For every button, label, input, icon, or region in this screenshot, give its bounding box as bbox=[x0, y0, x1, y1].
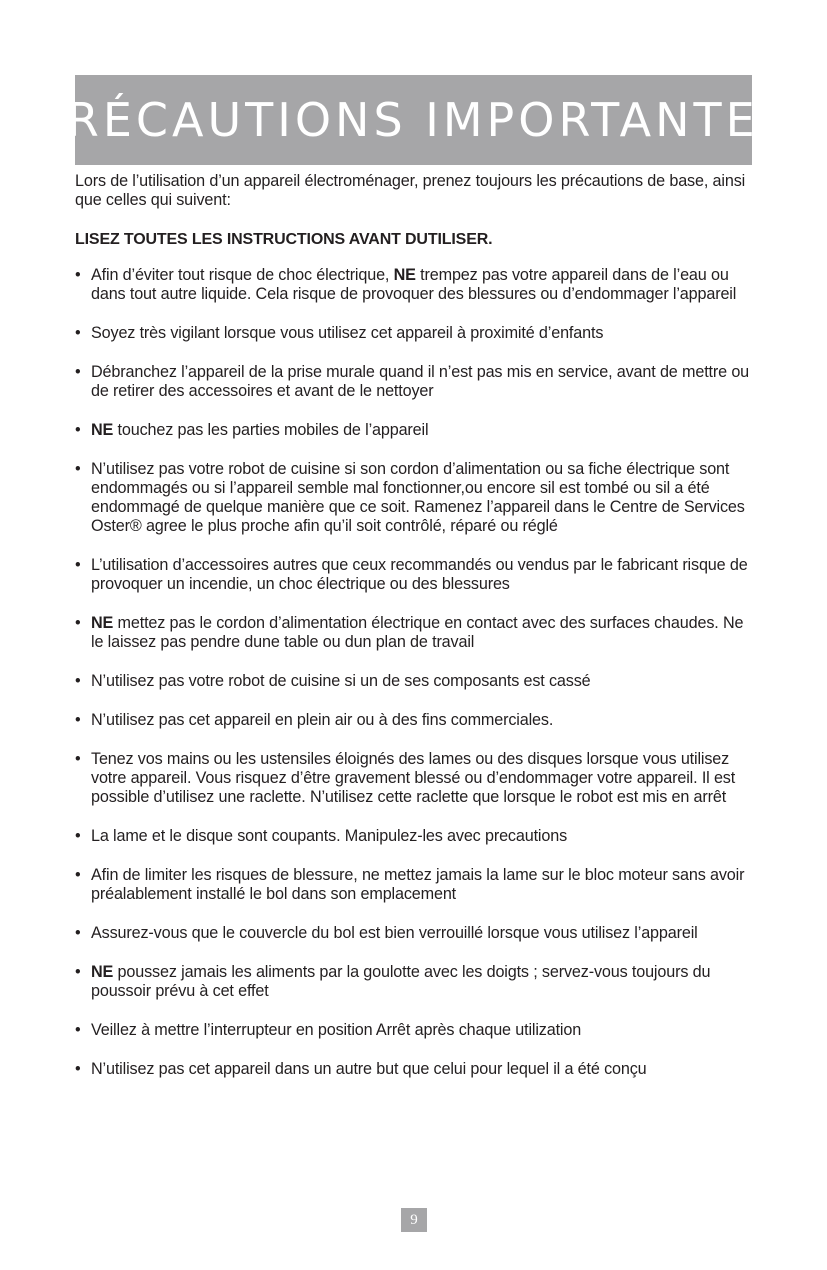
list-item bbox=[75, 556, 755, 594]
item-bold: NE bbox=[91, 421, 114, 439]
bullet-icon: • bbox=[75, 672, 81, 690]
item-text: Soyez très vigilant lorsque vous utilisez cet appareil à proximité d’enfants bbox=[91, 324, 604, 342]
list-item bbox=[75, 614, 755, 652]
item-text: touchez pas les parties mobiles de l’appareil bbox=[113, 421, 429, 439]
bullet-icon: • bbox=[75, 324, 81, 342]
list-item bbox=[75, 460, 755, 536]
item-text: Veillez à mettre l’interrupteur en position Arrêt après chaque utilization bbox=[91, 1021, 582, 1039]
item-text: Afin de limiter les risques de blessure, ne mettez jamais la lame sur le bloc moteur sans avoir préalablement installé le bol dans son emplacement bbox=[91, 866, 745, 903]
bullet-icon: • bbox=[75, 556, 81, 574]
list-item bbox=[75, 1060, 755, 1079]
intro-paragraph: Lors de l’utilisation d’un appareil électroménager, prenez toujours les précautions de base, ainsi que celles qui suivent: bbox=[75, 172, 746, 209]
list-item bbox=[75, 672, 755, 691]
list-item bbox=[75, 266, 755, 304]
list-item bbox=[75, 421, 755, 440]
bullet-icon: • bbox=[75, 711, 81, 729]
bullet-icon: • bbox=[75, 866, 81, 884]
item-text: trempez pas votre appareil dans de l’eau ou dans tout autre liquide. Cela risque de provoquer des blessures ou d’endommager l’appareil bbox=[91, 266, 737, 303]
item-text: Assurez-vous que le couvercle du bol est bien verrouillé lorsque vous utilisez l’appareil bbox=[91, 924, 698, 942]
precautions-content bbox=[75, 172, 755, 1099]
list-item bbox=[75, 750, 755, 807]
list-item bbox=[75, 963, 755, 1001]
item-bold: NE bbox=[393, 266, 416, 284]
item-text: N’utilisez pas cet appareil dans un autre but que celui pour lequel il a été conçu bbox=[91, 1060, 647, 1078]
item-bold: NE bbox=[91, 963, 114, 981]
item-text: N’utilisez pas votre robot de cuisine si un de ses composants est cassé bbox=[91, 672, 591, 690]
bullet-icon: • bbox=[75, 266, 81, 284]
bullet-icon: • bbox=[75, 614, 81, 632]
bullet-icon: • bbox=[75, 750, 81, 768]
page-number: 9 bbox=[401, 1208, 427, 1232]
list-item bbox=[75, 1021, 755, 1040]
item-bold: NE bbox=[91, 614, 114, 632]
bullet-icon: • bbox=[75, 460, 81, 478]
bullet-icon: • bbox=[75, 963, 81, 981]
item-text: Débranchez l’appareil de la prise murale quand il n’est pas mis en service, avant de mettre ou de retirer des accessoires et avant de le nettoyer bbox=[91, 363, 750, 400]
instructions-heading: LISEZ TOUTES LES INSTRUCTIONS AVANT DUTILISER. bbox=[75, 231, 493, 248]
title-banner bbox=[35, 75, 792, 165]
bullet-icon: • bbox=[75, 1060, 81, 1078]
bullet-icon: • bbox=[75, 363, 81, 381]
list-item bbox=[75, 924, 755, 943]
list-item bbox=[75, 827, 755, 846]
list-item bbox=[75, 711, 755, 730]
list-item bbox=[75, 866, 755, 904]
list-item bbox=[75, 324, 755, 343]
item-text: N’utilisez pas cet appareil en plein air ou à des fins commerciales. bbox=[91, 711, 554, 729]
page-title: PRÉCAUTIONS IMPORTANTES bbox=[35, 93, 792, 147]
item-text: mettez pas le cordon d’alimentation électrique en contact avec des surfaces chaudes. Ne le laissez pas pendre dune table ou dun plan de travail bbox=[91, 614, 744, 651]
item-text: Tenez vos mains ou les ustensiles éloignés des lames ou des disques lorsque vous utilisez votre appareil. Vous risquez d’être gravement blessé ou d’endommager votre appareil. Il est possible d’utilisez une raclette. N’utilisez cette raclette que lorsque le robot est mis en arrêt bbox=[91, 750, 736, 806]
bullet-icon: • bbox=[75, 827, 81, 845]
item-text: L’utilisation d’accessoires autres que ceux recommandés ou vendus par le fabricant risque de provoquer un incendie, un choc électrique ou des blessures bbox=[91, 556, 748, 593]
precautions-list bbox=[75, 266, 755, 1079]
item-text: poussez jamais les aliments par la goulotte avec les doigts ; servez-vous toujours du poussoir prévu à cet effet bbox=[91, 963, 711, 1000]
item-text: N’utilisez pas votre robot de cuisine si son cordon d’alimentation ou sa fiche électrique sont endommagés ou si l’appareil semble mal fonctionner,ou encore sil est tombé ou sil a été endommagé de quelque manière que ce soit. Ramenez l’appareil dans le Centre de Services Oster® agree le plus proche afin qu’il soit contrôlé, réparé ou réglé bbox=[91, 460, 745, 535]
bullet-icon: • bbox=[75, 1021, 81, 1039]
item-text: La lame et le disque sont coupants. Manipulez-les avec precautions bbox=[91, 827, 568, 845]
item-text: Afin d’éviter tout risque de choc électrique, bbox=[91, 266, 394, 284]
list-item bbox=[75, 363, 755, 401]
bullet-icon: • bbox=[75, 421, 81, 439]
bullet-icon: • bbox=[75, 924, 81, 942]
